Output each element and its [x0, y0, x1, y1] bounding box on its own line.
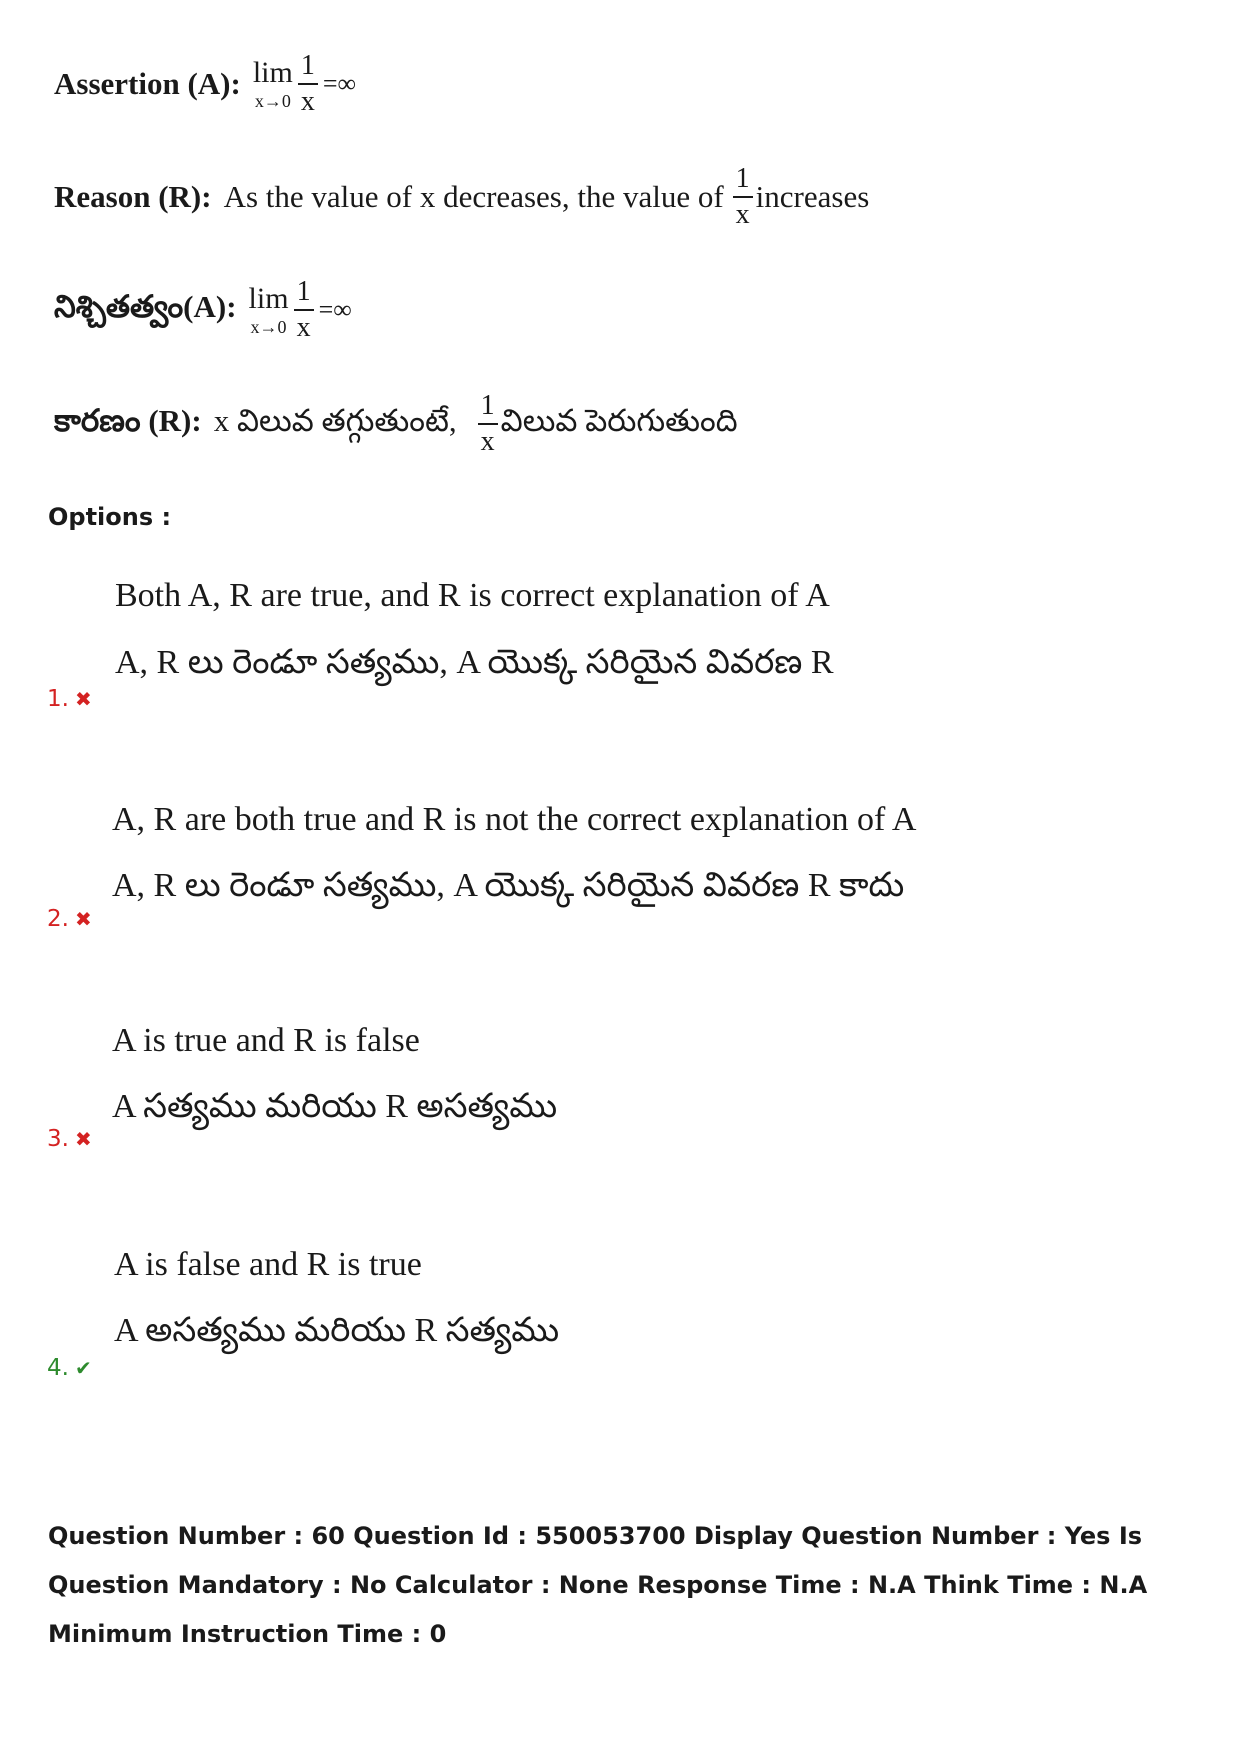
option-2-number[interactable] — [47, 906, 92, 932]
fraction-bar — [294, 309, 314, 311]
fraction-numerator: 1 — [480, 390, 495, 421]
option-1-number[interactable] — [47, 686, 92, 712]
fraction-bar — [298, 83, 318, 85]
fraction — [478, 392, 498, 456]
reason-text-after-telugu: విలువ పెరుగుతుంది — [500, 402, 738, 438]
reason-label-telugu: కారణం (R): — [54, 402, 202, 438]
fraction-denominator: x — [300, 86, 315, 117]
option-4-english: A is false and R is true — [114, 1246, 422, 1283]
assertion-label: Assertion (A): — [54, 66, 241, 101]
fraction-denominator: x — [480, 426, 495, 457]
equals-infinity: =∞ — [318, 295, 352, 324]
fraction — [294, 278, 314, 342]
cross-icon: ✖ — [74, 1127, 92, 1151]
cross-icon: ✖ — [74, 907, 92, 931]
option-1-telugu: A, R లు రెండూ సత్యము, A యొక్క సరియైన వివరణ R — [115, 644, 834, 681]
option-number-label: 3. — [47, 1126, 69, 1152]
fraction-denominator: x — [735, 199, 750, 230]
option-number-label: 2. — [47, 906, 69, 932]
limit-expression — [249, 284, 289, 336]
option-4-telugu: A అసత్యము మరియు R సత్యము — [114, 1312, 560, 1349]
fraction — [298, 52, 318, 116]
lim-subscript: x→0 — [254, 91, 291, 111]
lim-word: lim — [252, 56, 293, 89]
reason-label: Reason (R): — [54, 179, 212, 214]
option-number-label: 1. — [47, 686, 69, 712]
fraction-bar — [478, 423, 498, 425]
reason-text-after: increases — [755, 179, 870, 214]
fraction-numerator: 1 — [735, 163, 750, 194]
question-metadata: Question Number : 60 Question Id : 550053700 Display Question Number : Yes Is Question Mandatory : No Calculator : None Response Time : N.A Think Time : N.A Minimum Instruction Time : 0 — [48, 1522, 1148, 1648]
option-4-number[interactable] — [47, 1355, 92, 1381]
limit-expression — [253, 58, 293, 110]
fraction-numerator: 1 — [300, 50, 315, 81]
reason-english — [54, 165, 875, 229]
assertion-label-telugu: నిశ్చితత్వం(A): — [54, 288, 237, 324]
assertion-telugu — [54, 278, 352, 342]
fraction — [733, 165, 753, 229]
equals-infinity: =∞ — [322, 69, 357, 98]
fraction-bar — [733, 196, 753, 198]
assertion-english — [54, 52, 356, 116]
lim-word: lim — [248, 282, 289, 315]
option-3-number[interactable] — [47, 1126, 92, 1152]
reason-text-before-telugu: x విలువ తగ్గుతుంటే, — [213, 402, 457, 438]
lim-subscript: x→0 — [250, 317, 287, 337]
option-2-telugu: A, R లు రెండూ సత్యము, A యొక్క సరియైన వివరణ R కాదు — [112, 867, 905, 904]
option-2-english: A, R are both true and R is not the correct explanation of A — [112, 801, 917, 838]
reason-text-before: As the value of x decreases, the value of — [223, 179, 724, 214]
fraction-denominator: x — [296, 312, 311, 343]
options-heading: Options : — [48, 503, 172, 531]
fraction-numerator: 1 — [296, 276, 311, 307]
option-3-telugu: A సత్యము మరియు R అసత్యము — [112, 1088, 558, 1125]
option-number-label: 4. — [47, 1355, 69, 1381]
cross-icon: ✖ — [74, 687, 92, 711]
reason-telugu — [54, 392, 744, 456]
option-3-english: A is true and R is false — [112, 1022, 420, 1059]
check-icon: ✔ — [74, 1356, 92, 1380]
option-1-english: Both A, R are true, and R is correct explanation of A — [115, 577, 830, 614]
